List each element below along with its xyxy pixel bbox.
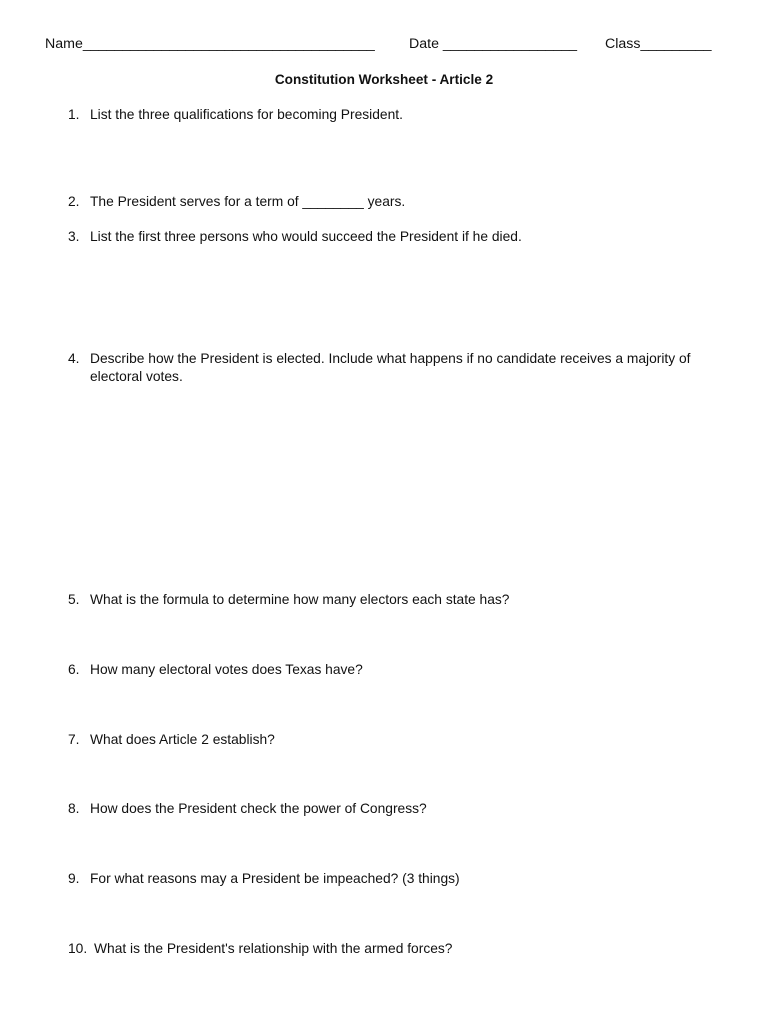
question-text: What is the formula to determine how many electors each state has? [90,592,510,607]
question-3 [68,228,733,246]
question-number: 3. [68,229,80,244]
question-text: Describe how the President is elected. Include what happens if no candidate receives a majority of electoral votes. [90,351,691,384]
question-9 [68,870,733,888]
question-number: 10. [68,941,88,956]
question-number: 9. [68,871,80,886]
worksheet-title: Constitution Worksheet - Article 2 [274,72,494,87]
question-10 [68,940,733,958]
question-5 [68,591,733,609]
date-field[interactable]: Date _________________ [409,36,578,52]
question-number: 8. [68,801,80,816]
question-7 [68,731,733,749]
question-text: What does Article 2 establish? [90,732,275,747]
question-number: 2. [68,194,80,209]
class-field[interactable]: Class_________ [605,36,712,52]
question-number: 5. [68,592,80,607]
question-number: 1. [68,107,80,122]
name-field[interactable]: Name_____________________________________ [45,36,375,52]
question-text: How does the President check the power of Congress? [90,801,427,816]
question-text: List the three qualifications for becoming President. [90,107,403,122]
question-1 [68,106,733,124]
question-text: What is the President's relationship with the armed forces? [94,941,453,956]
question-4 [68,350,733,386]
question-2 [68,193,733,211]
question-6 [68,661,733,679]
question-text: How many electoral votes does Texas have? [90,662,363,677]
question-text: The President serves for a term of ________ years. [90,194,406,209]
question-8 [68,800,733,818]
question-number: 7. [68,732,80,747]
question-number: 6. [68,662,80,677]
question-number: 4. [68,351,80,366]
question-text: List the first three persons who would succeed the President if he died. [90,229,522,244]
question-text: For what reasons may a President be impeached? (3 things) [90,871,460,886]
